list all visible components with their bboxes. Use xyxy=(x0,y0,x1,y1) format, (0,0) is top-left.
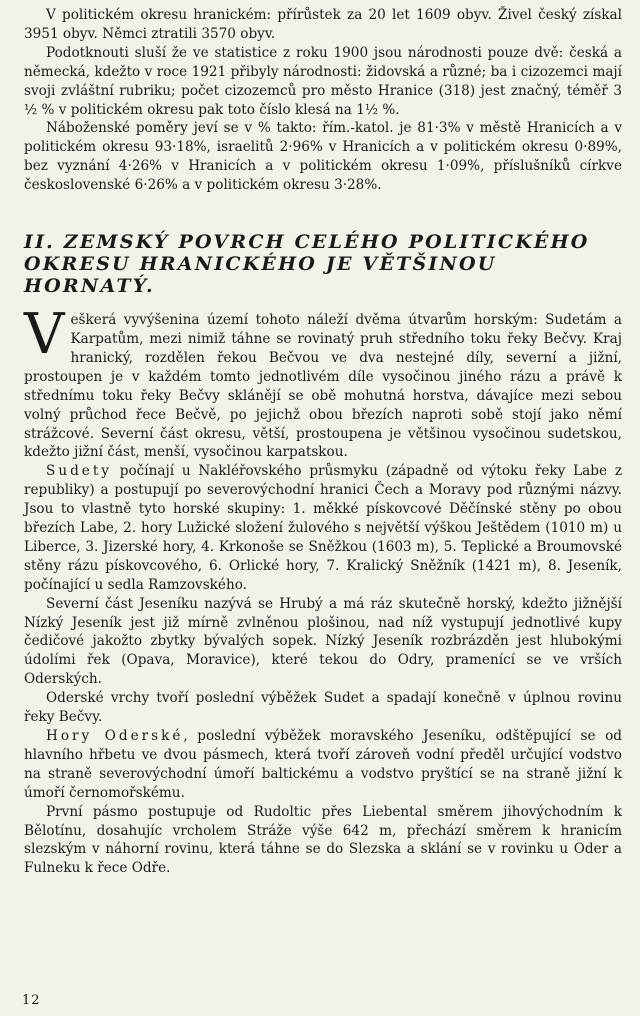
page-number: 12 xyxy=(22,993,41,1008)
paragraph-hory-oderske xyxy=(24,727,622,803)
paragraph-prvni-pasmo: První pásmo postupuje od Rudoltic přes Liebental směrem jihovýchodním k Bělotínu, dosahujíc vrcholem Stráže výše 642 m, přechází směrem k hranicím slezským v náhorní rovinu, která táhne se do Slezska a sklání se v rovinku u Oder a Fulneku k řece Odře. xyxy=(24,803,622,877)
paragraph-oderske-vrchy: Oderské vrchy tvoří poslední výběžek Sudet a spadají konečně v úplnou rovinu řeky Bečvy. xyxy=(24,690,622,726)
paragraph-hory-oderske-text: , poslední výběžek moravského Jeseníku, odštěpující se od hlavního hřbetu ve dvou pásmech, která tvoří zároveň vodní předěl určující vodstvo na straně severovýchodní úmoří baltickému a vodstvo pryštící se na straně jižní k úmoří černomořskému. xyxy=(24,728,622,801)
paragraph-jesenik: Severní část Jeseníku nazývá se Hrubý a má ráz skutečně horský, kdežto jižnější Nízký Jeseník jest již mírně zvlněnou plošinou, nad níž vystupují jednotlivé kupy čedičové jakožto zbytky bývalých sopek. Nízký Jeseník rozbrázděn jest hlubokými údolími řek (Opava, Moravice), které tekou do Odry, pramenící se ve vrších Oderských. xyxy=(24,595,622,688)
drop-cap: V xyxy=(24,302,65,368)
term-hory-oderske: Hory Oderské xyxy=(46,728,184,744)
paragraph-religion: Náboženské poměry jeví se v % takto: řím.-katol. je 81·3% v městě Hranicích a v politickém okresu 93·18%, israelitů 2·96% v Hranicích a v politickém okresu 0·89%, bez vyznání 4·26% v Hranicích a v politickém okresu 1·09%, příslušníků církve československé 6·26% a v politickém okresu 3·28%. xyxy=(24,120,622,194)
term-sudety: Sudety xyxy=(46,463,112,480)
section-heading xyxy=(24,231,622,297)
paragraph-population-growth: V politickém okresu hranickém: přírůstek za 20 let 1609 obyv. Živel český získal 3951 obyv. Němci ztratili 3570 obyv. xyxy=(24,7,622,42)
paragraph-sudety xyxy=(24,462,622,594)
section-heading-line-1: II. ZEMSKÝ POVRCH CELÉHO POLITICKÉHO xyxy=(24,231,590,254)
section-heading-line-2: OKRESU HRANICKÉHO JE VĚTŠINOU HORNATÝ. xyxy=(24,253,497,298)
paragraph-sudety-text: počínají u Nakléřovského průsmyku (západně od výtoku řeky Labe z republiky) a postupují po severovýchodní hranici Čech a Moravy pod různými názvy. Jsou to vlastně tyto horské skupiny: 1. měkké pískovcové Děčínské stěny po obou březích Labe, 2. hory Lužické složení žulového s největší výškou Ještědem (1010 m) u Liberce, 3. Jizerské hory, 4. Krkonoše se Sněžkou (1603 m), 5. Teplické a Broumovské stěny rázu pískovcového, 6. Orlické hory, 7. Kralický Sněžník (1421 m), 8. Jeseník, počínající u sedla Ramzovského. xyxy=(24,463,622,593)
paragraph-surface-intro xyxy=(24,302,622,462)
paragraph-nationalities: Podotknouti sluší že ve statistice z roku 1900 jsou národnosti pouze dvě: česká a německá, kdežto v roce 1921 přibyly národnosti: židovská a různé; ba i cizozemci mají svoji zvláštní rubriku; počet cizozemců pro město Hranice (318) jest značný, téměř 3 ½ % v politickém okresu pak toto číslo klesá na 1½ %. xyxy=(24,44,622,118)
paragraph-surface-intro-text: eškerá vyvýšenina území tohoto náleží dvěma útvarům horským: Sudetám a Karpatům, mezi nimiž táhne se rovinatý pruh středního toku řeky Bečvy. Kraj hranický, rozdělen řekou Bečvou ve dva nestejné díly, severní a jižní, prostoupen je v každém tomto jednotlivém díle vysočinou jiného rázu a právě k střednímu toku řeky Bečvy sklánějí se obě mohutná horstva, dávajíce mezi sebou volný průchod řece Bečvě, po jejichž obou březích naproti sobě stojí jako němí strážcové. Severní část okresu, větší, prostoupena je většinou vysočinou sudetskou, kdežto jižní část, menší, vysočinou karpatskou. xyxy=(24,312,622,461)
